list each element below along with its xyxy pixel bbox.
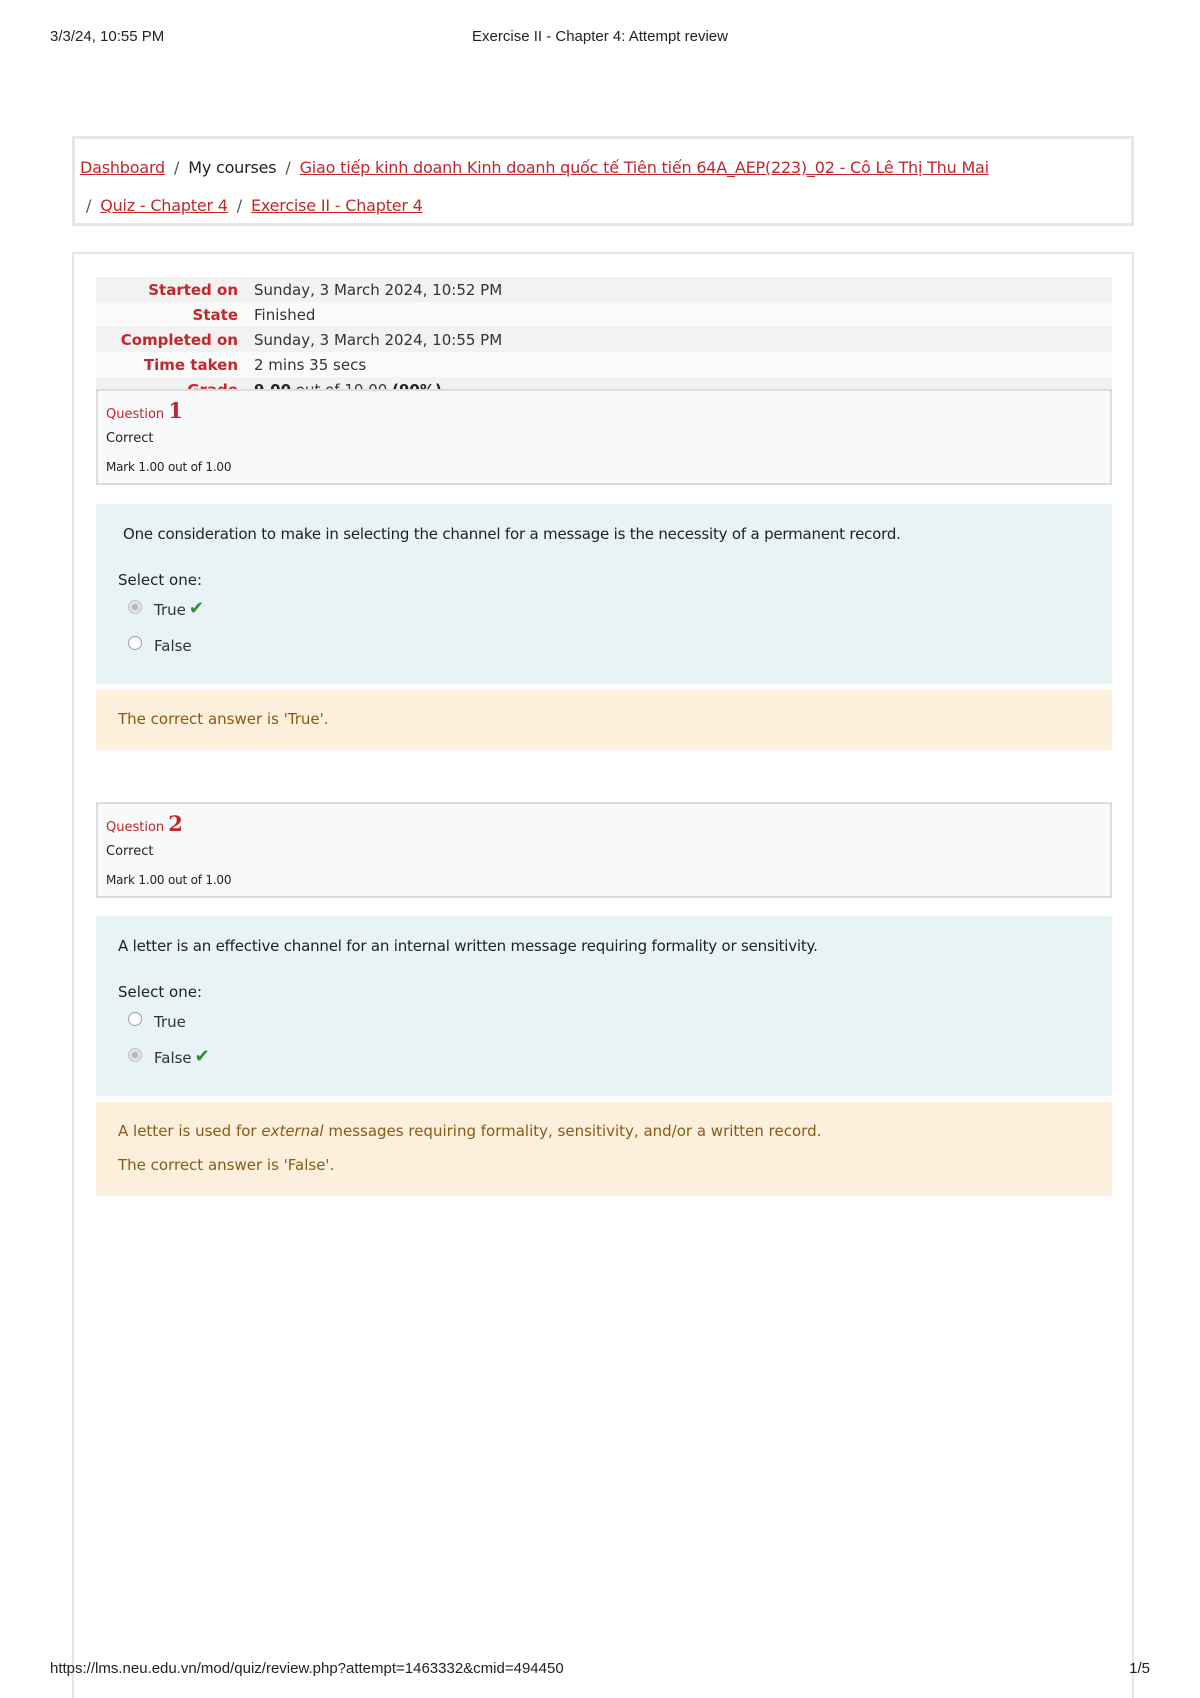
question-feedback-2 bbox=[96, 1102, 1112, 1196]
question-text: A letter is an effective channel for an internal written message requiring formality or sensitivity. bbox=[118, 937, 818, 955]
attempt-summary-table bbox=[96, 277, 1112, 402]
breadcrumb-exercise-link[interactable]: Exercise II - Chapter 4 bbox=[250, 196, 423, 215]
summary-row-state bbox=[96, 302, 1112, 327]
summary-row-completed bbox=[96, 327, 1112, 352]
state-label: State bbox=[192, 305, 238, 324]
breadcrumb-quiz-section-link[interactable]: Quiz - Chapter 4 bbox=[100, 196, 228, 215]
completed-on-label: Completed on bbox=[120, 330, 238, 349]
question-number bbox=[106, 811, 1102, 838]
question-number bbox=[106, 398, 1102, 425]
correct-check-icon: ✔ bbox=[188, 597, 204, 619]
question-state: Correct bbox=[106, 844, 154, 859]
radio-unselected[interactable] bbox=[128, 636, 142, 650]
question-feedback-1 bbox=[96, 690, 1112, 750]
time-taken-label: Time taken bbox=[143, 355, 238, 374]
radio-selected[interactable] bbox=[128, 600, 142, 614]
radio-selected[interactable] bbox=[128, 1048, 142, 1062]
breadcrumb-separator: / bbox=[86, 196, 92, 215]
question-text: One consideration to make in selecting the channel for a message is the necessity of a permanent record. bbox=[123, 525, 901, 543]
option-label: True bbox=[154, 601, 186, 619]
general-feedback-text: messages requiring formality, sensitivity, and/or a written record. bbox=[323, 1122, 822, 1140]
question-number-value: 1 bbox=[168, 398, 183, 423]
breadcrumb-my-courses: My courses bbox=[188, 158, 277, 177]
summary-row-time bbox=[96, 352, 1112, 377]
question-info-2 bbox=[96, 802, 1112, 898]
general-feedback-text: A letter is used for bbox=[118, 1122, 262, 1140]
started-on-value: Sunday, 3 March 2024, 10:52 PM bbox=[254, 280, 503, 299]
general-feedback-emphasis: external bbox=[261, 1122, 324, 1140]
question-formulation-1 bbox=[96, 504, 1112, 684]
right-answer: The correct answer is 'True'. bbox=[118, 710, 329, 728]
answer-option-false[interactable] bbox=[128, 631, 1090, 661]
print-header bbox=[50, 28, 1150, 48]
completed-on-value: Sunday, 3 March 2024, 10:55 PM bbox=[254, 330, 503, 349]
print-date: 3/3/24, 10:55 PM bbox=[50, 28, 165, 45]
page-url: https://lms.neu.edu.vn/mod/quiz/review.php?attempt=1463332&cmid=494450 bbox=[50, 1660, 564, 1677]
option-label: False bbox=[154, 637, 192, 655]
summary-row-started bbox=[96, 277, 1112, 302]
breadcrumb-separator: / bbox=[285, 158, 291, 177]
correct-check-icon: ✔ bbox=[194, 1045, 210, 1067]
question-label: Question bbox=[106, 407, 165, 422]
page-number: 1/5 bbox=[1129, 1660, 1150, 1677]
document-title: Exercise II - Chapter 4: Attempt review bbox=[472, 28, 728, 45]
question-label: Question bbox=[106, 820, 165, 835]
right-answer: The correct answer is 'False'. bbox=[118, 1156, 335, 1174]
question-number-value: 2 bbox=[168, 811, 183, 836]
breadcrumb-separator: / bbox=[236, 196, 242, 215]
breadcrumb-dashboard-link[interactable]: Dashboard bbox=[80, 158, 166, 177]
print-footer bbox=[50, 1660, 1150, 1680]
state-value: Finished bbox=[254, 305, 316, 324]
started-on-label: Started on bbox=[148, 280, 238, 299]
question-mark: Mark 1.00 out of 1.00 bbox=[106, 460, 232, 474]
question-info-1 bbox=[96, 389, 1112, 485]
answer-option-true[interactable] bbox=[128, 1007, 1090, 1037]
option-label: False bbox=[154, 1049, 192, 1067]
radio-unselected[interactable] bbox=[128, 1012, 142, 1026]
question-state: Correct bbox=[106, 431, 154, 446]
select-one-prompt: Select one: bbox=[118, 983, 203, 1001]
breadcrumb bbox=[72, 136, 1134, 226]
answer-option-false[interactable] bbox=[128, 1043, 1090, 1073]
question-formulation-2 bbox=[96, 916, 1112, 1096]
general-feedback bbox=[118, 1120, 1090, 1142]
answer-option-true[interactable] bbox=[128, 595, 1090, 625]
time-taken-value: 2 mins 35 secs bbox=[254, 355, 367, 374]
breadcrumb-course-link[interactable]: Giao tiếp kinh doanh Kinh doanh quốc tế Tiên tiến 64A_AEP(223)_02 - Cô Lê Thị Thu Mai bbox=[299, 158, 989, 177]
breadcrumb-separator: / bbox=[174, 158, 180, 177]
attempt-review-card bbox=[72, 252, 1134, 1698]
option-label: True bbox=[154, 1013, 186, 1031]
select-one-prompt: Select one: bbox=[118, 571, 203, 589]
question-mark: Mark 1.00 out of 1.00 bbox=[106, 873, 232, 887]
